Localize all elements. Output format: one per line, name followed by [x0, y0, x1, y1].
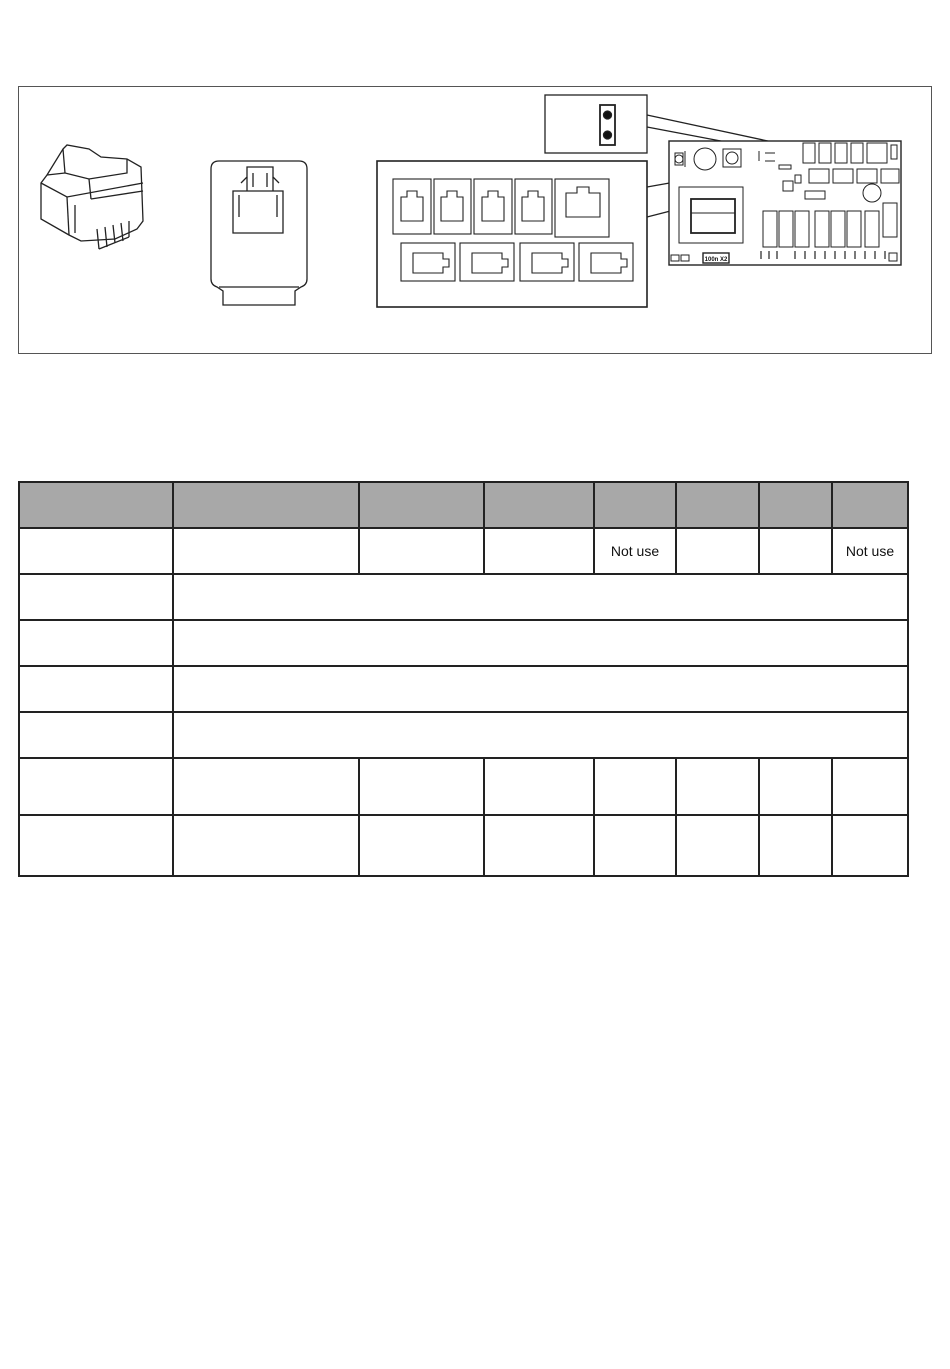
table-row — [19, 666, 908, 712]
table-cell — [759, 528, 832, 574]
table-cell — [676, 528, 759, 574]
table-cell-span — [173, 574, 908, 620]
table-cell — [594, 758, 676, 815]
table-cell — [484, 758, 594, 815]
table-cell — [832, 815, 908, 876]
table-cell — [359, 815, 484, 876]
table-cell — [19, 666, 173, 712]
table-cell — [173, 815, 359, 876]
header-cell — [676, 482, 759, 528]
header-cell — [759, 482, 832, 528]
table-cell — [173, 758, 359, 815]
table-cell — [832, 758, 908, 815]
table-cell — [676, 815, 759, 876]
table-row — [19, 620, 908, 666]
table-cell — [19, 815, 173, 876]
header-cell — [594, 482, 676, 528]
table-cell — [359, 528, 484, 574]
header-cell — [832, 482, 908, 528]
header-cell — [359, 482, 484, 528]
board-label: 100n X2 — [704, 257, 728, 263]
table-cell — [484, 815, 594, 876]
table-cell — [19, 620, 173, 666]
table-cell — [19, 758, 173, 815]
circuit-board-icon — [669, 141, 901, 265]
table-cell-span — [173, 666, 908, 712]
table-header-row — [19, 482, 908, 528]
table-row — [19, 712, 908, 758]
connector-figure-frame — [18, 86, 932, 354]
table-row — [19, 758, 908, 815]
modular-plug-icon — [41, 145, 143, 249]
table-row — [19, 574, 908, 620]
header-cell — [484, 482, 594, 528]
header-cell — [173, 482, 359, 528]
table-cell — [19, 712, 173, 758]
table-cell-not-use: Not use — [832, 528, 908, 574]
table-cell — [359, 758, 484, 815]
table-cell — [759, 815, 832, 876]
header-cell — [19, 482, 173, 528]
table-cell — [19, 574, 173, 620]
pin-assignment-table — [18, 481, 909, 877]
table-cell — [173, 528, 359, 574]
table-cell — [594, 815, 676, 876]
table-cell-span — [173, 712, 908, 758]
connector-illustration — [19, 87, 933, 355]
table-cell-not-use: Not use — [594, 528, 676, 574]
table-row — [19, 815, 908, 876]
table-cell — [759, 758, 832, 815]
table-cell — [484, 528, 594, 574]
modular-jack-icon — [211, 161, 307, 305]
table-cell-span — [173, 620, 908, 666]
table-row — [19, 528, 908, 574]
table-cell — [19, 528, 173, 574]
table-cell — [676, 758, 759, 815]
